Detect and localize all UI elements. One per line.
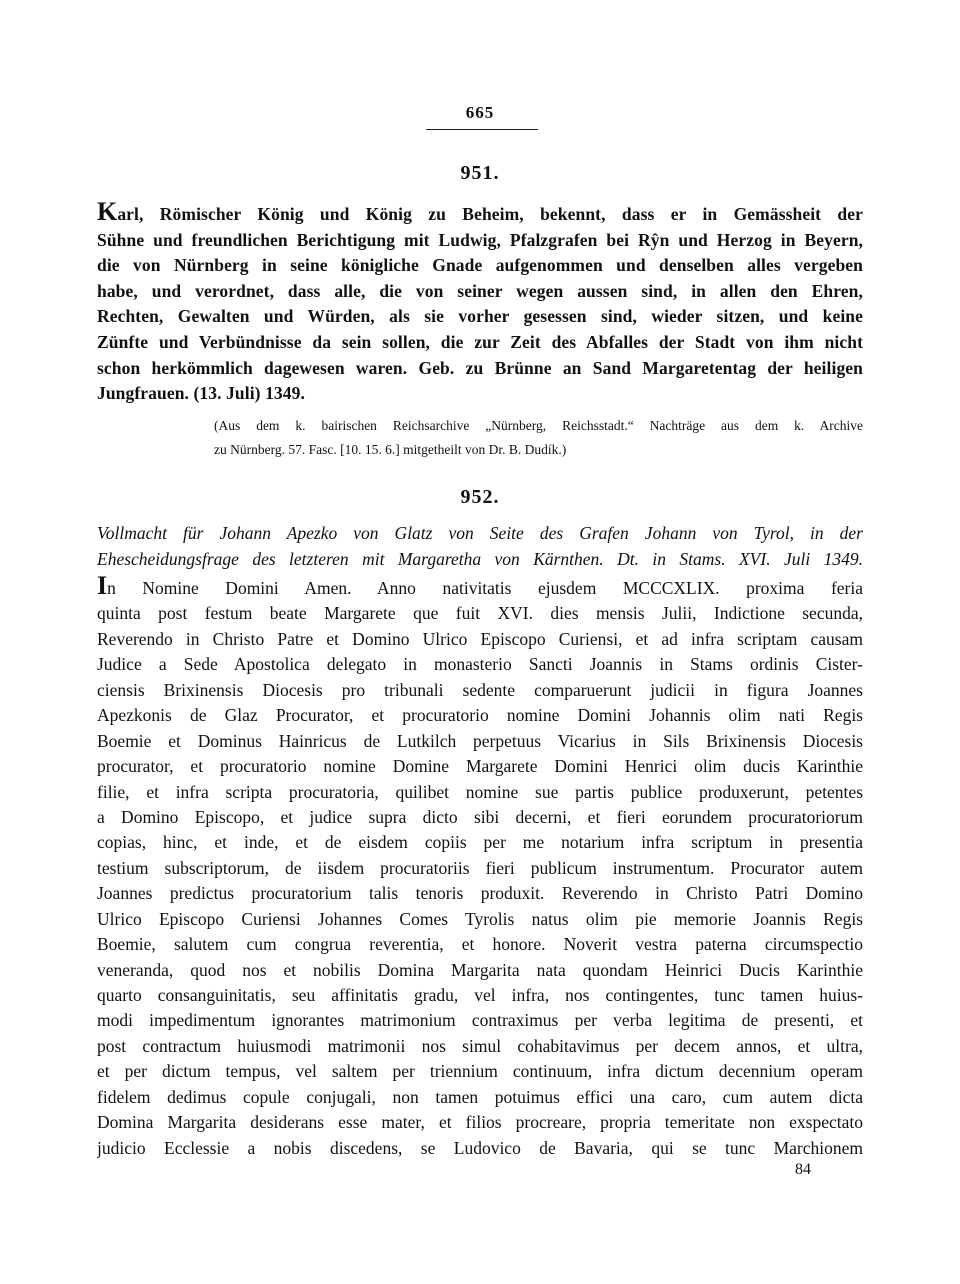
body-line: quarto consanguinitatis, seu affinitatis gradu, vel infra, nos contingentes, tunc tamen huius- [97, 985, 863, 1005]
body-line: Joannes predictus procuratorium talis tenoris produxit. Reverendo in Christo Patri Domino [97, 883, 863, 904]
body-line: habe, und verordnet, dass alle, die von seiner wegen aussen sind, in allen den Ehren, [97, 280, 863, 301]
body-line: fidelem dedimus copule conjugali, non tamen potuimus effici una caro, cum autem dicta [97, 1086, 863, 1107]
body-line: copias, hinc, et inde, et de eisdem copiis per me notarium infra scriptum in presentia [97, 832, 863, 853]
body-line: Boemie et Dominus Hainricus de Lutkilch perpetuus Vicarius in Sils Brixinensis Diocesis [97, 730, 863, 751]
body-line: quinta post festum beate Margarete que fuit XVI. dies mensis Julii, Indictione secunda, [97, 603, 863, 624]
body-line: Reverendo in Christo Patre et Domino Ulrico Episcopo Curiensi, et ad infra scriptam causam [97, 628, 863, 649]
line-text: arl, Römischer König und König zu Beheim, bekennt, dass er in Gemässheit der [117, 204, 863, 224]
header-rule [426, 129, 538, 130]
body-line: testium subscriptorum, de iisdem procuratoriis fieri publicum instrumentum. Procurator autem [97, 857, 863, 878]
heading-line: Vollmacht für Johann Apezko von Glatz von Seite des Grafen Johann von Tyrol, in der [97, 523, 863, 543]
body-line: Zünfte und Verbündnisse da sein sollen, die zur Zeit des Abfalles der Stadt von ihm nicht [97, 331, 863, 352]
source-line: (Aus dem k. bairischen Reichsarchive „Nürnberg, Reichsstadt.“ Nachträge aus dem k. Archive [214, 418, 863, 433]
heading-line: Ehescheidungsfrage des letzteren mit Margaretha von Kärnthen. Dt. in Stams. XVI. Juli 1349. [97, 549, 863, 569]
line-text: n Nomine Domini Amen. Anno nativitatis ejusdem MCCCXLIX. proxima feria [107, 578, 863, 598]
body-line: Rechten, Gewalten und Würden, als sie vorher gesessen sind, wieder sitzen, und keine [97, 306, 863, 327]
document-951-source-note [214, 414, 863, 462]
source-line: zu Nürnberg. 57. Fasc. [10. 15. 6.] mitgetheilt von Dr. B. Dudík.) [214, 442, 567, 457]
body-line: Ulrico Episcopo Curiensi Johannes Comes Tyrolis natus olim pie memorie Joannis Regis [97, 908, 863, 929]
body-line: Judice a Sede Apostolica delegato in monasterio Sancti Joannis in Stams ordinis Cister- [97, 654, 863, 675]
body-line: a Domino Episcopo, et judice supra dicto sibi decerni, et fieri eorundem procuratoriorum [97, 806, 863, 827]
body-line: ciensis Brixinensis Diocesis pro tribunali sedente comparuerunt judicii in figura Joannes [97, 679, 863, 700]
initial-letter: K [97, 202, 118, 226]
body-line: Sühne und freundlichen Berichtigung mit Ludwig, Pfalzgrafen bei Rŷn und Herzog in Beyern, [97, 229, 863, 250]
body-line: Boemie, salutem cum congrua reverentia, et honore. Noverit vestra paterna circumspectio [97, 934, 863, 955]
body-line: Domina Margarita desiderans esse mater, et filios procreare, propria temeritate non exspectato [97, 1112, 863, 1133]
body-line [97, 202, 863, 228]
body-line: schon herkömmlich dagewesen waren. Geb. zu Brünne an Sand Margaretentag der heiligen [97, 357, 863, 378]
body-line: post contractum huiusmodi matrimonii nos simul cohabitavimus per decem annos, et ultra, [97, 1035, 863, 1056]
body-line: judicio Ecclessie a nobis discedens, se Ludovico de Bavaria, qui se tunc Marchionem [97, 1137, 863, 1158]
document-952-heading [97, 520, 863, 572]
document-952-body [97, 576, 863, 1161]
body-line [97, 576, 863, 601]
body-line: veneranda, quod nos et nobilis Domina Margarita nata quondam Heinrici Ducis Karinthie [97, 959, 863, 980]
body-line: die von Nürnberg in seine königliche Gnade aufgenommen und denselben alles vergeben [97, 255, 863, 276]
body-line: filie, et infra scripta procuratoria, quilibet nomine sue partis publice produxerunt, petentes [97, 781, 863, 802]
page-number: 665 [465, 103, 495, 122]
document-number-952: 952. [460, 486, 500, 508]
initial-letter: I [97, 576, 108, 600]
document-number-951: 951. [460, 162, 500, 184]
document-951-body [97, 202, 863, 407]
signature-mark: 84 [795, 1161, 811, 1178]
body-line: Jungfrauen. (13. Juli) 1349. [97, 383, 305, 404]
body-line: procurator, et procuratorio nomine Domine Margarete Domini Henrici olim ducis Karinthie [97, 756, 863, 777]
body-line: modi impedimentum ignorantes matrimonium contraximus per verba legitima de presenti, et [97, 1010, 863, 1031]
body-line: Apezkonis de Glaz Procurator, et procuratorio nomine Domini Johannis olim nati Regis [97, 705, 863, 726]
body-line: et per dictum tempus, vel saltem per triennium continuum, infra dictum decennium operam [97, 1061, 863, 1082]
